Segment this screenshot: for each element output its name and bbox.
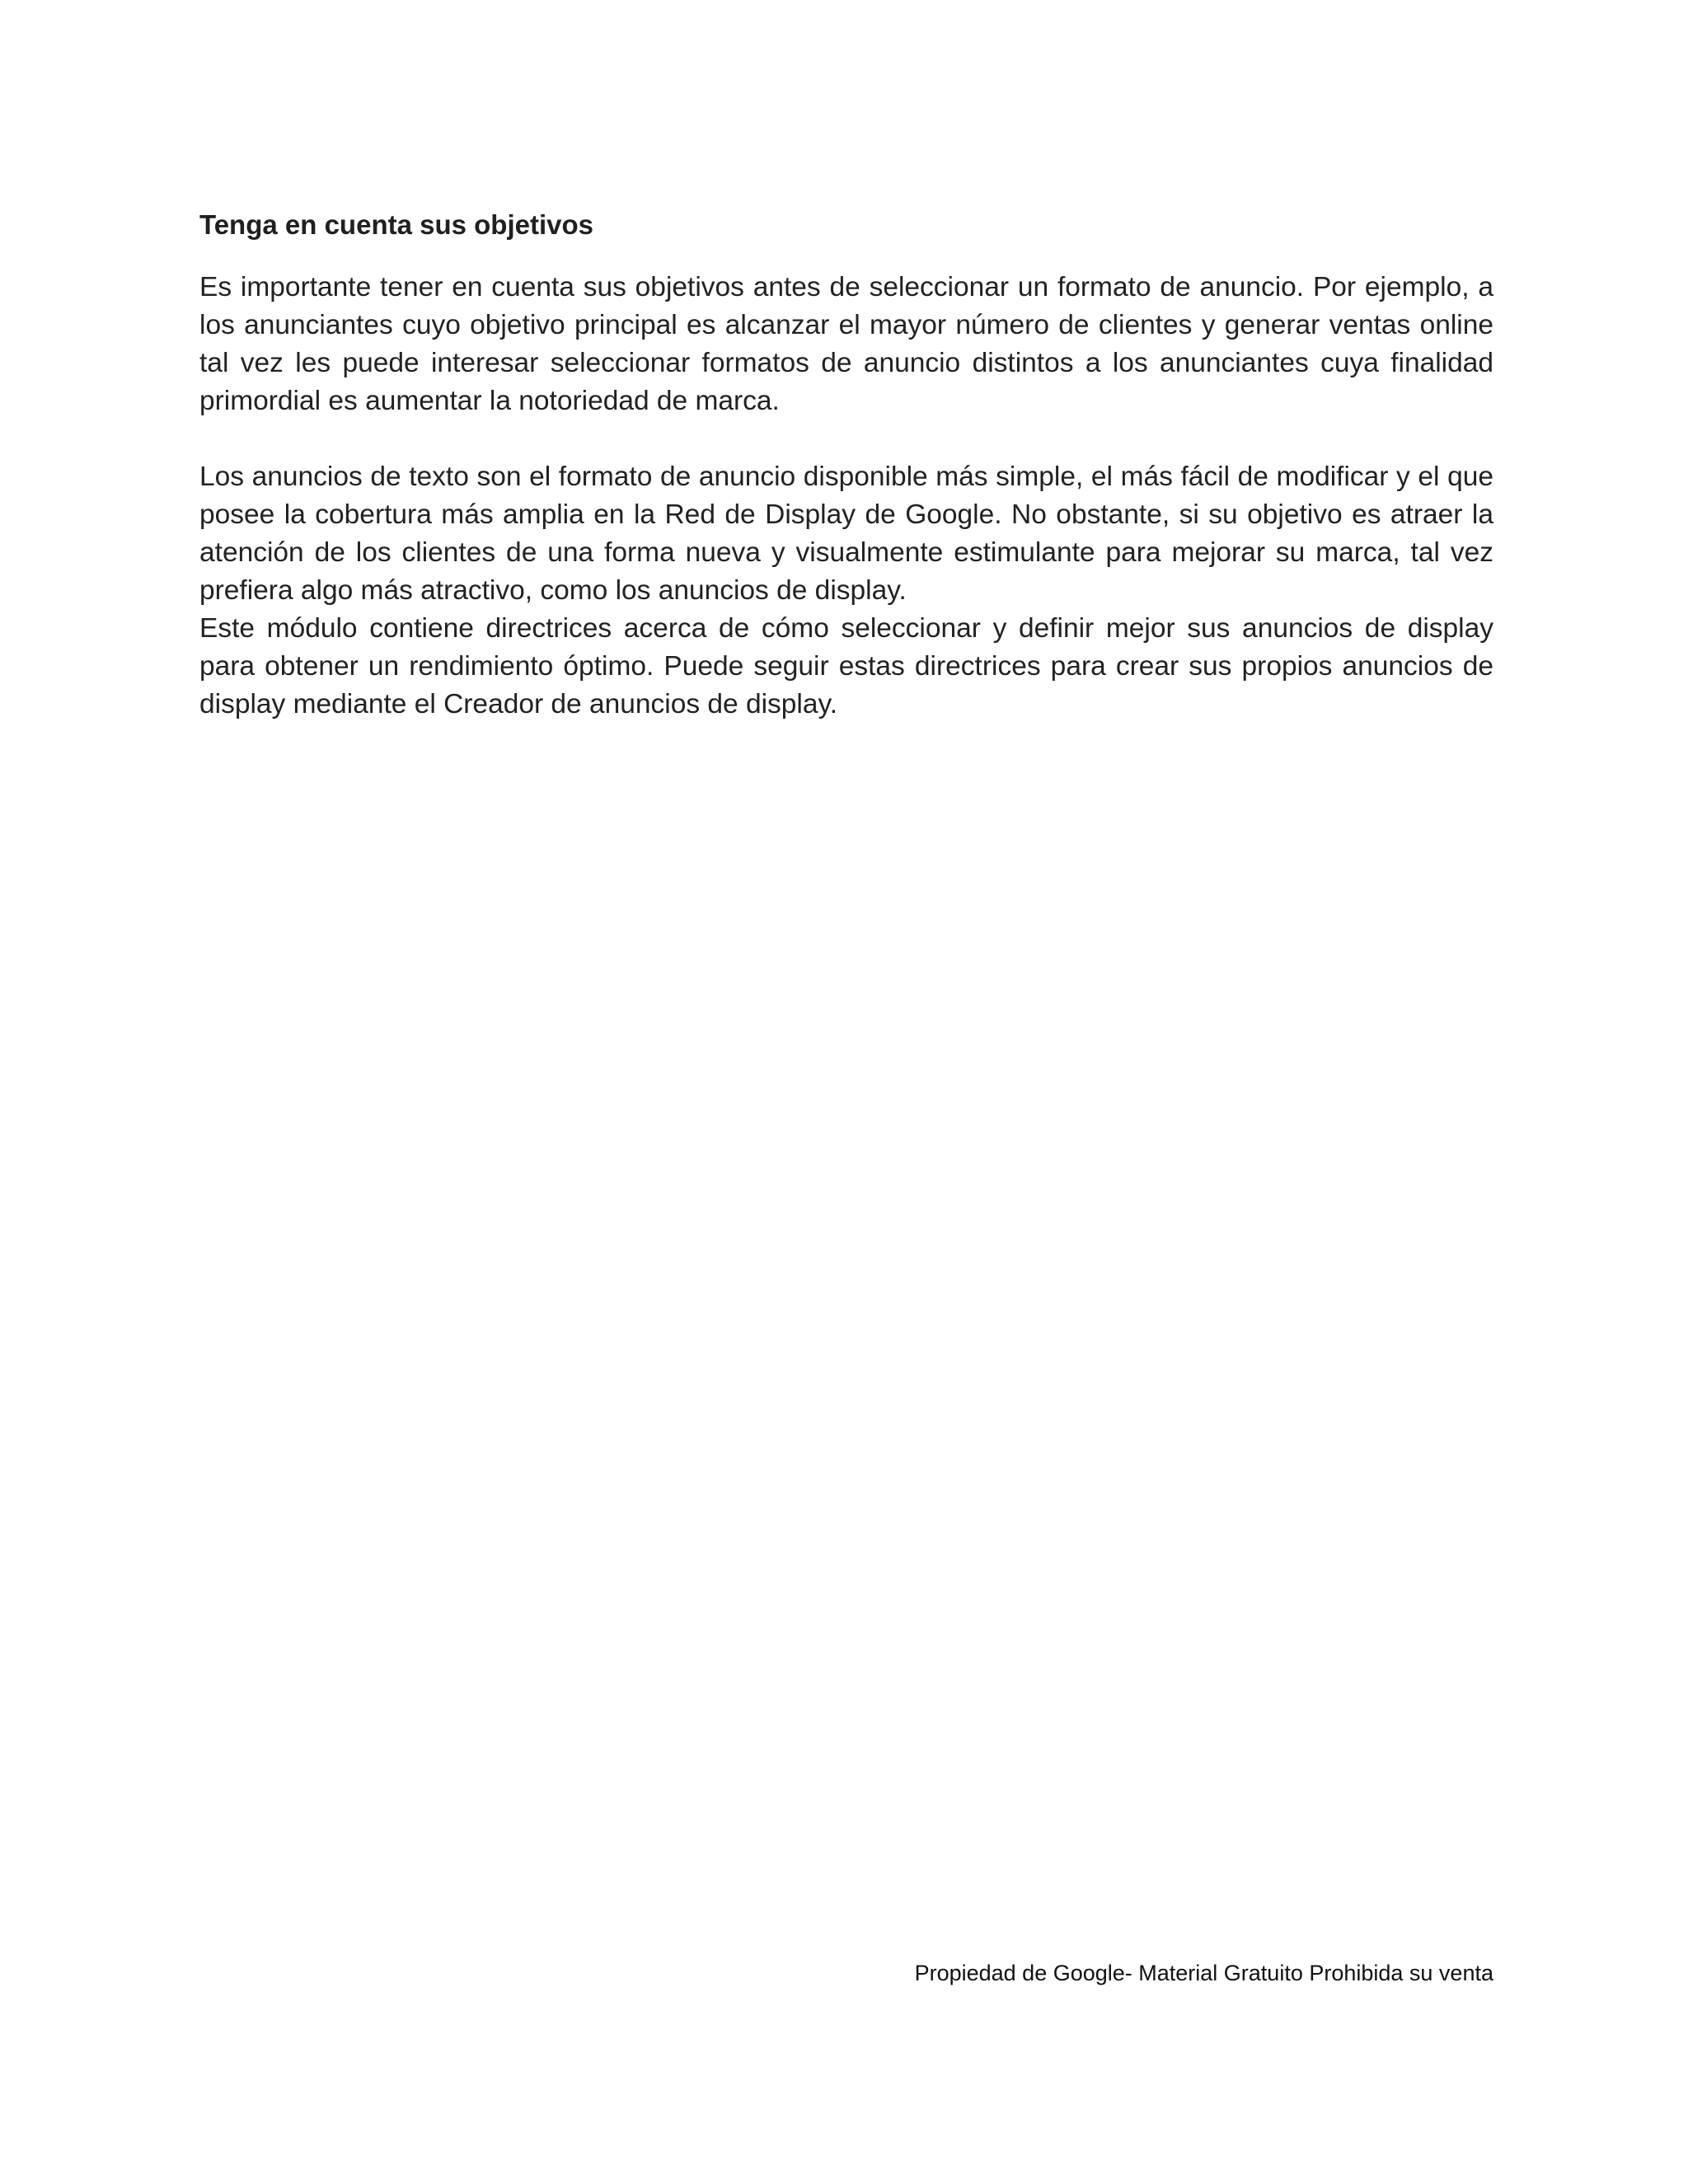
document-content: [199, 204, 1493, 724]
footer-ownership-note: Propiedad de Google- Material Gratuito Prohibida su venta: [914, 1961, 1493, 1985]
paragraph-module-guidelines: Este módulo contiene directrices acerca de cómo seleccionar y definir mejor sus anuncios de display para obtener un rendimiento óptimo. Puede seguir estas directrices para crear sus propios anuncios de display mediante el Creador de anuncios de display.: [199, 613, 1493, 719]
paragraph-objectives: Es importante tener en cuenta sus objetivos antes de seleccionar un formato de anuncio. Por ejemplo, a los anunciantes cuyo objetivo principal es alcanzar el mayor número de clientes y generar ventas online tal vez les puede interesar seleccionar formatos de anuncio distintos a los anunciantes cuya finalidad primordial es aumentar la notoriedad de marca.: [199, 272, 1493, 416]
paragraph-text-ads: Los anuncios de texto son el formato de anuncio disponible más simple, el más fácil de modificar y el que posee la cobertura más amplia en la Red de Display de Google. No obstante, si su objetivo es atraer la atención de los clientes de una forma nueva y visualmente estimulante para mejorar su marca, tal vez prefiera algo más atractivo, como los anuncios de display.: [199, 462, 1493, 606]
section-heading: Tenga en cuenta sus objetivos: [199, 209, 594, 240]
